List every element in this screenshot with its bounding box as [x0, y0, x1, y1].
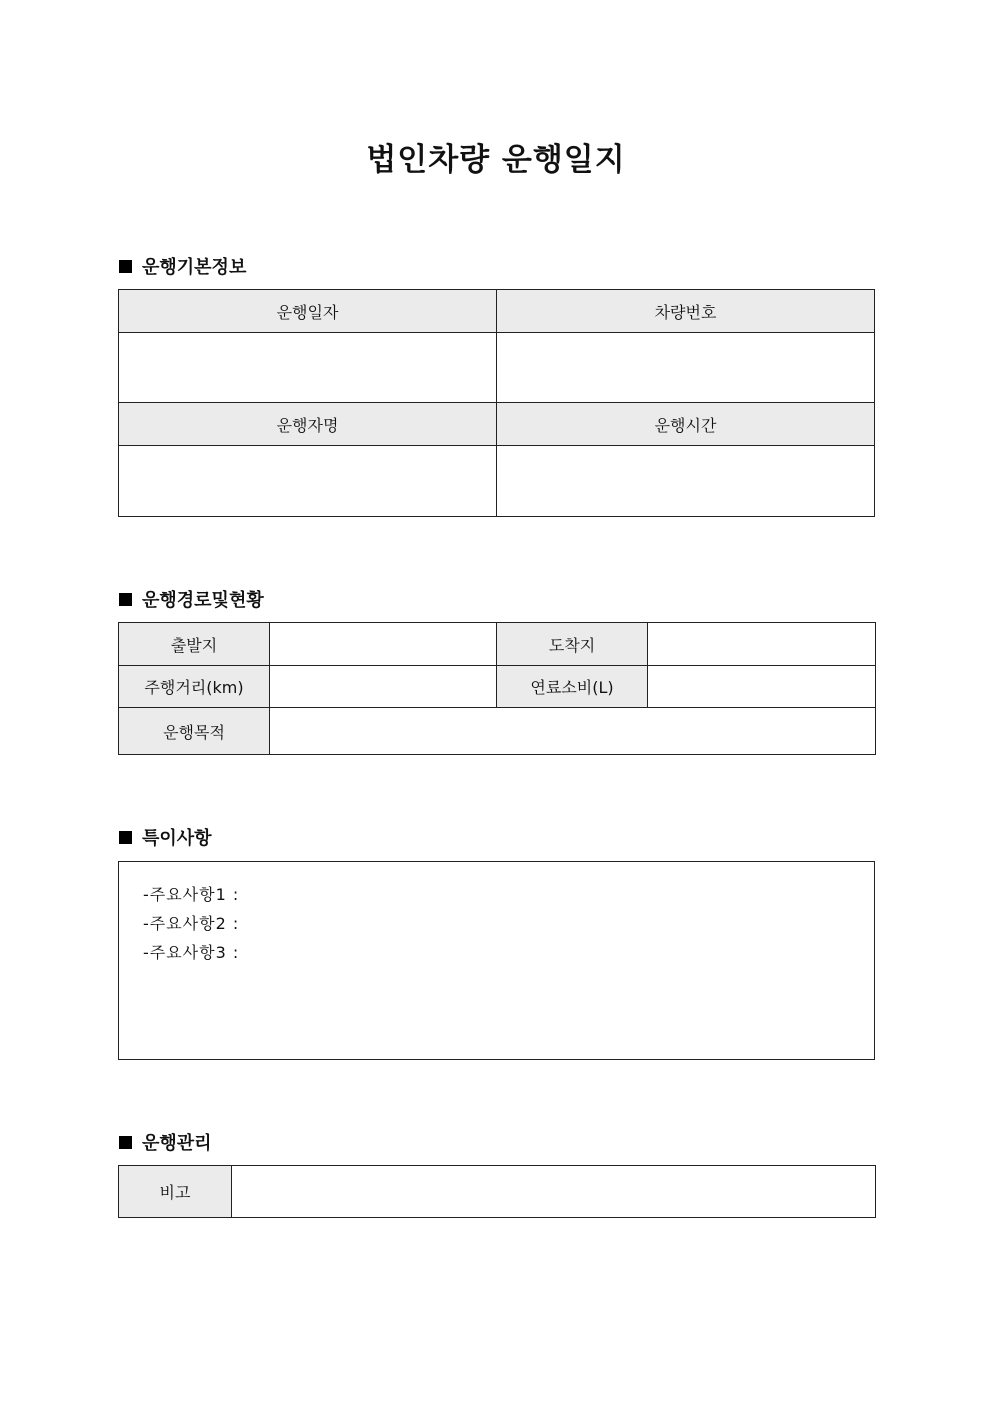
note-line-2: -주요사항2 : — [143, 914, 240, 933]
square-bullet-icon — [119, 593, 132, 606]
route-table — [118, 622, 876, 755]
section-heading-route-label: 운행경로및현황 — [142, 590, 264, 611]
section-heading-notes — [119, 824, 212, 850]
note-line-1: -주요사항1 : — [143, 885, 240, 904]
label-fuel: 연료소비(L) — [497, 666, 648, 708]
field-purpose[interactable] — [270, 708, 876, 755]
label-purpose: 운행목적 — [119, 708, 270, 755]
field-remarks[interactable] — [232, 1166, 876, 1218]
square-bullet-icon — [119, 1136, 132, 1149]
field-distance[interactable] — [270, 666, 497, 708]
field-fuel[interactable] — [648, 666, 876, 708]
section-heading-basic-label: 운행기본정보 — [142, 257, 247, 278]
field-driver-name[interactable] — [119, 446, 497, 517]
field-departure[interactable] — [270, 623, 497, 666]
section-heading-management — [119, 1129, 212, 1155]
label-vehicle-number: 차량번호 — [497, 290, 875, 333]
field-arrival[interactable] — [648, 623, 876, 666]
field-drive-date[interactable] — [119, 333, 497, 403]
label-drive-time: 운행시간 — [497, 403, 875, 446]
basic-info-table — [118, 289, 875, 517]
label-distance: 주행거리(km) — [119, 666, 270, 708]
field-drive-time[interactable] — [497, 446, 875, 517]
label-remarks: 비고 — [119, 1166, 232, 1218]
section-heading-notes-label: 특이사항 — [142, 828, 212, 849]
notes-box[interactable] — [118, 861, 875, 1060]
label-departure: 출발지 — [119, 623, 270, 666]
section-heading-management-label: 운행관리 — [142, 1133, 212, 1154]
management-table — [118, 1165, 876, 1218]
section-heading-route — [119, 586, 264, 612]
square-bullet-icon — [119, 260, 132, 273]
label-drive-date: 운행일자 — [119, 290, 497, 333]
square-bullet-icon — [119, 831, 132, 844]
section-heading-basic — [119, 253, 246, 279]
note-line-3: -주요사항3 : — [143, 943, 240, 962]
label-driver-name: 운행자명 — [119, 403, 497, 446]
page-title: 법인차량 운행일지 — [366, 142, 626, 178]
label-arrival: 도착지 — [497, 623, 648, 666]
field-vehicle-number[interactable] — [497, 333, 875, 403]
